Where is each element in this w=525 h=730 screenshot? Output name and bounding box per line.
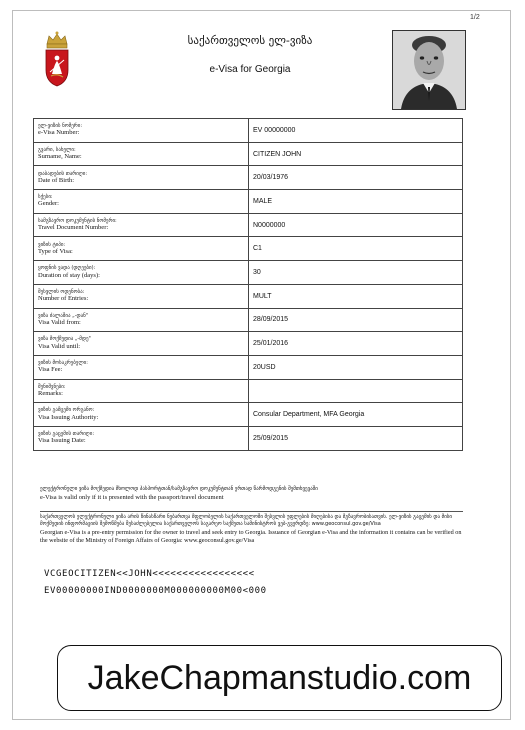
- field-label-cell: [34, 119, 249, 143]
- field-label: Type of Visa:: [38, 247, 73, 255]
- field-label-georgian: შესვლის ოდენობა:: [38, 288, 85, 295]
- field-label: Date of Birth:: [38, 176, 75, 184]
- field-label-georgian: ვიზის ტიპი:: [38, 241, 66, 248]
- field-label-georgian: ვიზის გაცემის თარიღი:: [38, 431, 94, 438]
- field-label-cell: [34, 332, 249, 356]
- field-value: 20/03/1976: [249, 166, 463, 190]
- watermark-text: JakeChapmanstudio.com: [87, 658, 472, 697]
- field-label-georgian: ელ-ვიზის ნომერი:: [38, 123, 83, 130]
- field-label: Visa Issuing Authority:: [38, 413, 99, 421]
- validity-note-english: e-Visa is valid only if it is presented with the passport/travel document: [40, 494, 224, 502]
- validity-note: [40, 486, 460, 503]
- field-label-cell: [34, 190, 249, 214]
- field-label-georgian: ვიზის გამცემი ორგანო:: [38, 407, 95, 414]
- field-label-georgian: ვიზის მოსაკრებელი:: [38, 360, 88, 367]
- field-row: [34, 142, 463, 166]
- document-title: e-Visa for Georgia: [209, 64, 291, 75]
- field-label: Visa Valid until:: [38, 342, 81, 350]
- field-label-cell: [34, 284, 249, 308]
- field-label: Surname, Name:: [38, 153, 82, 161]
- field-row: [34, 379, 463, 403]
- field-row: [34, 237, 463, 261]
- visa-details-table: [33, 118, 463, 451]
- field-label: Visa Valid from:: [38, 318, 81, 326]
- information-note: [40, 514, 463, 546]
- field-label-georgian: დაბადების თარიღი:: [38, 170, 88, 177]
- page-number: 1/2: [470, 14, 480, 21]
- field-label-georgian: სქესი:: [38, 194, 53, 201]
- field-label: Visa Issuing Date:: [38, 437, 86, 445]
- mrz-line-1: VCGEOCITIZEN<<JOHN<<<<<<<<<<<<<<<<<: [44, 569, 255, 579]
- field-label: e-Visa Number:: [38, 129, 80, 137]
- field-row: [34, 213, 463, 237]
- field-label-georgian: გვარი, სახელი:: [38, 146, 76, 153]
- field-value: N0000000: [249, 213, 463, 237]
- field-label-georgian: ყოფნის ვადა (დღეები):: [38, 265, 96, 272]
- portrait-image: [393, 31, 465, 109]
- field-label-georgian: ვიზა ძალაშია „-დან": [38, 312, 89, 319]
- field-label-cell: [34, 379, 249, 403]
- field-value: 30: [249, 261, 463, 285]
- field-row: [34, 332, 463, 356]
- field-value: 20USD: [249, 355, 463, 379]
- field-row: [34, 426, 463, 450]
- field-label-cell: [34, 261, 249, 285]
- field-label: Duration of stay (days):: [38, 271, 100, 279]
- field-row: [34, 284, 463, 308]
- information-note-georgian: საქართველოს ელექტრონული ვიზა არის წინასწარი ნებართვა მფლობელის საქართველოში შესვლის უფლების მიღებისა და მგზავრობისათვის. ელ-ვიზის გაცემის და მისი მოქმედის ინფორმაციის შემოწმება შესაძლებელია საქართველოს საგარეო საქმეთა სამინისტროს ვებ-გვერდზე: www.geoconsul.gov.ge/Visa: [40, 514, 452, 528]
- field-label-georgian: შენიშვნები:: [38, 383, 66, 390]
- field-label: Number of Entries:: [38, 295, 89, 303]
- field-value: [249, 379, 463, 403]
- document-title-georgian: საქართველოს ელ-ვიზა: [187, 34, 313, 47]
- field-value: MALE: [249, 190, 463, 214]
- georgia-coat-of-arms-icon: [40, 30, 74, 88]
- field-label-cell: [34, 403, 249, 427]
- field-row: [34, 190, 463, 214]
- field-label-cell: [34, 166, 249, 190]
- field-value: C1: [249, 237, 463, 261]
- field-value: MULT: [249, 284, 463, 308]
- information-note-english: Georgian e-Visa is a pre-entry permission for the owner to travel and seek entry to Georgia. Issuance of Georgian e-Visa and the information it contains can be verified on the website of the Ministry of Foreign Affairs of Georgia: www.geoconsul.gov.ge/Visa: [40, 528, 462, 545]
- field-label-cell: [34, 213, 249, 237]
- field-value: Consular Department, MFA Georgia: [249, 403, 463, 427]
- field-label: Gender:: [38, 200, 59, 208]
- field-value: CITIZEN JOHN: [249, 142, 463, 166]
- field-label-cell: [34, 142, 249, 166]
- field-row: [34, 166, 463, 190]
- field-label-cell: [34, 237, 249, 261]
- field-value: 28/09/2015: [249, 308, 463, 332]
- field-value: 25/01/2016: [249, 332, 463, 356]
- field-value: EV 00000000: [249, 119, 463, 143]
- field-label-georgian: ვიზა მოქმედია „-მდე": [38, 336, 91, 343]
- field-row: [34, 308, 463, 332]
- field-value: 25/09/2015: [249, 426, 463, 450]
- field-row: [34, 261, 463, 285]
- field-row: [34, 119, 463, 143]
- watermark-banner: [57, 645, 502, 711]
- divider: [40, 511, 463, 512]
- validity-note-georgian: ელექტრონული ვიზა მოქმედია მხოლოდ პასპორტთან/სამგზავრო დოკუმენტთან ერთად წარმოდგენის შემთხვევაში: [40, 486, 318, 492]
- field-row: [34, 403, 463, 427]
- holder-photo: [392, 30, 466, 110]
- field-label-cell: [34, 308, 249, 332]
- field-label-cell: [34, 426, 249, 450]
- field-label-georgian: სამგზავრო დოკუმენტის ნომერი:: [38, 217, 117, 224]
- mrz-line-2: EV00000000IND0000000M000000000M00<000: [44, 586, 267, 596]
- field-label: Visa Fee:: [38, 366, 63, 374]
- field-label-cell: [34, 355, 249, 379]
- field-label: Remarks:: [38, 389, 63, 397]
- field-row: [34, 355, 463, 379]
- field-label: Travel Document Number:: [38, 224, 109, 232]
